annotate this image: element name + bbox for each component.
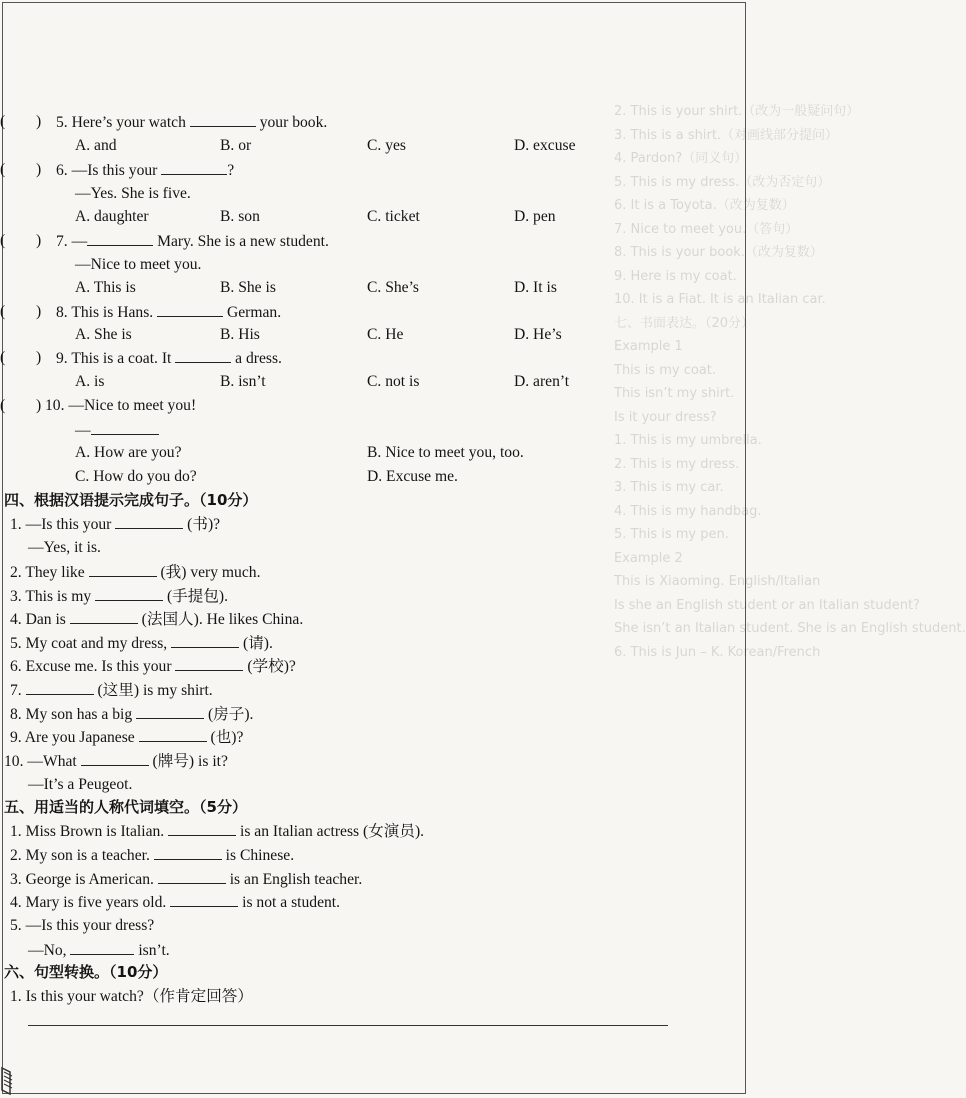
answer-bracket-left[interactable]: ( xyxy=(0,303,6,320)
question-number: 10. xyxy=(45,397,69,414)
pronoun-question-1 xyxy=(0,819,740,842)
question-number: 4. xyxy=(10,894,26,911)
text-line xyxy=(0,441,740,464)
mc-question-5 xyxy=(0,110,740,133)
answer-bracket-right: ) xyxy=(36,113,42,130)
question-text xyxy=(10,725,243,749)
mc-question-10 xyxy=(0,394,740,417)
text: your book. xyxy=(255,114,328,131)
question-number: 4. xyxy=(10,611,26,628)
question-number: 6. xyxy=(10,658,26,675)
bleed-line: 4. This is my handbag. xyxy=(614,503,762,519)
question-number: 1. xyxy=(10,516,26,533)
option-b[interactable]: B. isn’t xyxy=(220,373,266,390)
option-b[interactable]: B. She is xyxy=(220,279,276,296)
option-a[interactable]: A. How are you? xyxy=(75,444,182,461)
bleed-line: This is my coat. xyxy=(614,362,717,378)
answer-blank[interactable] xyxy=(158,867,226,884)
answer-blank[interactable] xyxy=(89,560,157,577)
bleed-line: 5. This is my pen. xyxy=(614,527,729,542)
answer-bracket-left[interactable]: ( xyxy=(0,349,6,366)
text: Excuse me. Is this your xyxy=(25,658,176,675)
fill-in-question-9 xyxy=(0,725,740,748)
bleed-line: Is she an English student or an Italian student? xyxy=(614,597,920,613)
answer-bracket-left[interactable]: ( xyxy=(0,161,6,178)
answer-blank[interactable] xyxy=(91,418,159,435)
answer-blank[interactable] xyxy=(171,631,239,648)
text-line xyxy=(0,773,740,796)
bleed-line: 7. Nice to meet you.（答句） xyxy=(614,221,799,237)
text: Are you Japanese xyxy=(24,729,139,746)
question-text xyxy=(10,631,273,655)
question-number: 6. xyxy=(56,162,72,179)
question-number: 5. xyxy=(56,114,72,131)
answer-blank[interactable] xyxy=(139,725,207,742)
response-line: —It’s a Peugeot. xyxy=(28,776,133,793)
option-b[interactable]: B. son xyxy=(220,208,260,225)
bleed-line: 6. This is Jun – K. Korean/French xyxy=(614,644,821,660)
question-number: 2. xyxy=(10,564,26,581)
answer-blank[interactable] xyxy=(70,938,134,955)
bleed-line: 8. This is your book.（改为复数） xyxy=(614,245,823,260)
question-number: 8. xyxy=(10,706,26,723)
text-line xyxy=(0,205,740,228)
fill-in-question-3 xyxy=(0,584,740,607)
option-c[interactable]: C. He xyxy=(367,326,404,343)
answer-bracket-right: ) xyxy=(36,161,42,178)
answer-blank[interactable] xyxy=(175,346,231,363)
option-d[interactable]: D. pen xyxy=(514,208,556,225)
question-number: 9. xyxy=(10,729,25,746)
option-b[interactable]: B. Nice to meet you, too. xyxy=(367,444,524,461)
question-number: 8. xyxy=(56,304,72,321)
question-number: 9. xyxy=(56,350,72,367)
text: —No, xyxy=(28,942,71,959)
answer-bracket-left[interactable]: ( xyxy=(0,397,6,414)
question-text xyxy=(56,346,282,370)
text: — xyxy=(71,233,88,250)
text-line xyxy=(0,182,740,205)
option-a[interactable]: A. and xyxy=(75,137,117,154)
option-b[interactable]: B. His xyxy=(220,326,260,343)
option-b[interactable]: B. or xyxy=(220,137,252,154)
answer-bracket-right: ) xyxy=(36,349,42,366)
mc-question-6 xyxy=(0,158,740,181)
question-text xyxy=(10,512,220,536)
text: (这里) is my shirt. xyxy=(93,682,213,699)
mc-question-7 xyxy=(0,229,740,252)
bleed-line: 3. This is my car. xyxy=(614,480,724,495)
text: My son is a teacher. xyxy=(25,847,154,864)
answer-blank[interactable] xyxy=(136,702,204,719)
answer-blank[interactable] xyxy=(170,890,238,907)
pronoun-question-4 xyxy=(0,890,740,913)
pronoun-question-2 xyxy=(0,843,740,866)
text-line xyxy=(0,370,740,393)
answer-blank[interactable] xyxy=(168,819,236,836)
option-c[interactable]: C. ticket xyxy=(367,208,420,225)
text: —Nice to meet you! xyxy=(68,397,197,414)
bleed-line: 10. It is a Fiat. It is an Italian car. xyxy=(614,292,826,307)
mc-question-8 xyxy=(0,300,740,323)
answer-blank[interactable] xyxy=(161,158,227,175)
option-d[interactable]: D. aren’t xyxy=(514,373,570,390)
text: This is Hans. xyxy=(71,304,158,321)
answer-blank[interactable] xyxy=(175,654,243,671)
transform-question-1: 1. Is this your watch?（作肯定回答） xyxy=(10,988,253,1005)
question-text xyxy=(4,749,228,773)
text: This is a coat. It xyxy=(71,350,176,367)
question-text xyxy=(45,394,196,417)
option-d[interactable]: D. excuse xyxy=(514,137,576,154)
text: Miss Brown is Italian. xyxy=(25,823,169,840)
option-a[interactable]: A. daughter xyxy=(75,208,149,225)
option-d[interactable]: D. He’s xyxy=(514,326,562,343)
answer-blank[interactable] xyxy=(26,678,94,695)
bleed-line: This isn’t my shirt. xyxy=(614,386,735,401)
text: My son has a big xyxy=(25,706,137,723)
text: —What xyxy=(27,753,81,770)
bleed-line: 1. This is my umbrella. xyxy=(614,433,762,448)
text: (法国人). He likes China. xyxy=(137,611,304,628)
text: — xyxy=(75,422,91,439)
question-text xyxy=(10,914,154,937)
bleed-line: 6. It is a Toyota.（改为复数） xyxy=(614,198,795,213)
answer-bracket-right: ) xyxy=(36,397,42,414)
answer-blank[interactable] xyxy=(157,300,223,317)
answer-blank[interactable] xyxy=(70,607,138,624)
text: (请). xyxy=(239,635,273,652)
text: is an Italian actress (女演员). xyxy=(236,823,425,840)
text: German. xyxy=(223,304,282,321)
fill-in-question-8 xyxy=(0,702,740,725)
option-c[interactable]: C. How do you do? xyxy=(75,468,197,485)
text: (房子). xyxy=(204,706,254,723)
question-text xyxy=(10,654,296,678)
text: Dan is xyxy=(25,611,70,628)
response-line: —Yes, it is. xyxy=(28,539,101,556)
fill-in-question-10 xyxy=(0,749,740,772)
mc-question-9 xyxy=(0,346,740,369)
answer-bracket-left[interactable]: ( xyxy=(0,232,6,249)
bleed-line: 3. This is a shirt.（对画线部分提问） xyxy=(614,127,839,143)
option-a[interactable]: A. She is xyxy=(75,326,132,343)
answer-bracket-left[interactable]: ( xyxy=(0,113,6,130)
question-number: 2. xyxy=(10,847,26,864)
text: (牌号) is it? xyxy=(148,753,228,770)
bleed-line: 4. Pardon?（同义句） xyxy=(614,151,748,166)
text-line xyxy=(0,985,740,1008)
option-d[interactable]: D. It is xyxy=(514,279,557,296)
fill-in-question-4 xyxy=(0,607,740,630)
question-number: 3. xyxy=(10,588,26,605)
fill-in-question-2 xyxy=(0,560,740,583)
response-line: —Nice to meet you. xyxy=(75,256,202,273)
question-number: 7. xyxy=(10,682,26,699)
text: They like xyxy=(25,564,89,581)
response-line xyxy=(28,938,170,962)
text: (我) very much. xyxy=(156,564,261,581)
pronoun-question-5 xyxy=(0,914,740,937)
question-text xyxy=(10,584,228,608)
text: isn’t. xyxy=(134,942,170,959)
question-text xyxy=(10,819,424,843)
option-a[interactable]: A. is xyxy=(75,373,105,390)
bleed-line: 5. This is my dress.（改为否定句） xyxy=(614,174,831,190)
question-number: 1. xyxy=(10,823,26,840)
text-line xyxy=(0,323,740,346)
question-number: 5. xyxy=(10,635,26,652)
question-text xyxy=(10,890,340,914)
text-line xyxy=(0,536,740,559)
text: (也)? xyxy=(206,729,244,746)
answer-blank[interactable] xyxy=(115,512,183,529)
bleed-line: This is Xiaoming. English/Italian xyxy=(614,574,821,589)
bleed-line: 2. This is my dress. xyxy=(614,456,740,472)
question-text xyxy=(10,678,213,702)
bleed-line: Example 1 xyxy=(614,339,683,354)
option-c[interactable]: C. She’s xyxy=(367,279,419,296)
text-line xyxy=(0,134,740,157)
fill-in-question-5 xyxy=(0,631,740,654)
text: Here’s your watch xyxy=(71,114,190,131)
question-number: 3. xyxy=(10,871,26,888)
answer-bracket-right: ) xyxy=(36,303,42,320)
fill-in-question-6 xyxy=(0,654,740,677)
book-corner-icon xyxy=(0,1066,16,1096)
text: My coat and my dress, xyxy=(25,635,172,652)
section-4-heading: 四、根据汉语提示完成句子。（10分） xyxy=(4,491,258,509)
section-6-heading: 六、句型转换。（10分） xyxy=(4,963,168,981)
question-text xyxy=(56,300,281,324)
answer-blank[interactable] xyxy=(81,749,149,766)
bleed-line: 2. This is your shirt.（改为一般疑问句） xyxy=(614,104,860,119)
text: George is American. xyxy=(25,871,158,888)
question-number: 5. xyxy=(10,917,26,934)
text: —Is this your xyxy=(25,516,116,533)
bleed-line: Is it your dress? xyxy=(614,409,717,425)
answer-blank[interactable] xyxy=(87,229,153,246)
text: —Is this your dress? xyxy=(25,917,155,934)
response-line: —Yes. She is five. xyxy=(75,185,191,202)
answer-bracket-right: ) xyxy=(36,232,42,249)
text-line xyxy=(0,465,740,488)
bleed-line: 9. Here is my coat. xyxy=(614,268,737,284)
text: (书)? xyxy=(183,516,221,533)
bleed-line: Example 2 xyxy=(614,550,683,566)
bleed-line: 七、书面表达。（20分） xyxy=(614,315,755,331)
fill-in-question-7 xyxy=(0,678,740,701)
question-text xyxy=(10,867,362,891)
section-5-heading: 五、用适当的人称代词填空。（5分） xyxy=(4,798,247,816)
text-line xyxy=(0,418,740,441)
answer-blank[interactable] xyxy=(190,110,256,127)
question-text xyxy=(10,702,253,726)
question-text xyxy=(56,229,329,253)
text: is Chinese. xyxy=(221,847,295,864)
text: —Is this your xyxy=(71,162,162,179)
answer-blank[interactable] xyxy=(154,843,222,860)
text-line xyxy=(0,253,740,276)
text: This is my xyxy=(25,588,96,605)
text: is an English teacher. xyxy=(225,871,363,888)
question-text xyxy=(10,843,294,867)
text: Mary. She is a new student. xyxy=(153,233,329,250)
bleed-line: She isn’t an Italian student. She is an English student. xyxy=(614,621,966,636)
text: ? xyxy=(227,162,235,179)
question-text xyxy=(56,158,234,182)
text-line xyxy=(0,276,740,299)
pronoun-question-3 xyxy=(0,867,740,890)
text: Mary is five years old. xyxy=(25,894,171,911)
option-c[interactable]: C. not is xyxy=(367,373,420,390)
option-a[interactable]: A. This is xyxy=(75,279,136,296)
text: is not a student. xyxy=(238,894,341,911)
question-text xyxy=(56,110,327,134)
answer-line[interactable] xyxy=(28,1025,668,1026)
question-text xyxy=(10,607,303,631)
answer-blank[interactable] xyxy=(95,584,163,601)
option-c[interactable]: C. yes xyxy=(367,137,406,154)
question-number: 7. xyxy=(56,233,72,250)
text: a dress. xyxy=(231,350,282,367)
text-line xyxy=(0,938,740,961)
question-text xyxy=(10,560,260,584)
option-d[interactable]: D. Excuse me. xyxy=(367,468,458,485)
fill-in-question-1 xyxy=(0,512,740,535)
question-number: 10. xyxy=(4,753,28,770)
response-line xyxy=(75,418,159,442)
text: (手提包). xyxy=(163,588,229,605)
text: (学校)? xyxy=(243,658,296,675)
